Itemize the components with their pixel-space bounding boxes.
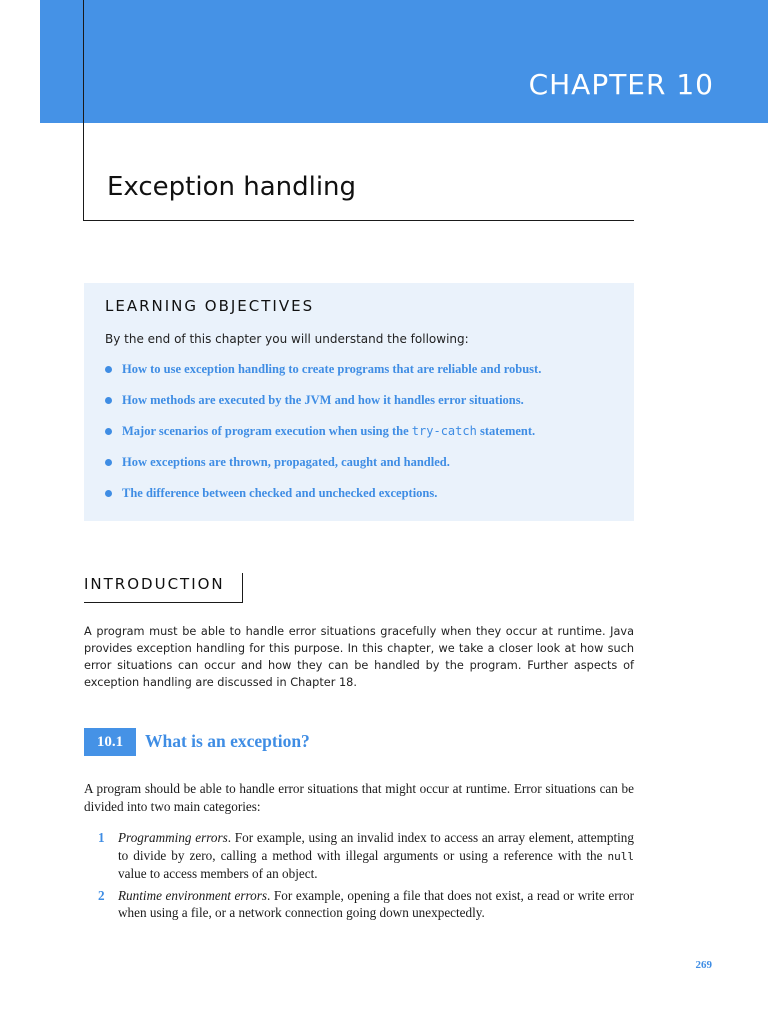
title-underline bbox=[83, 220, 634, 221]
objective-item bbox=[105, 486, 541, 517]
list-item-body bbox=[118, 887, 634, 923]
objective-text-before: Major scenarios of program execution when using the bbox=[122, 424, 412, 438]
bullet-icon bbox=[105, 428, 112, 435]
objective-item bbox=[105, 455, 541, 486]
introduction-heading-underline bbox=[84, 602, 243, 603]
objective-text bbox=[122, 424, 535, 439]
section-paragraph: A program should be able to handle error situations that might occur at runtime. Error situations can be divided into two main categories: bbox=[84, 781, 634, 814]
list-item bbox=[98, 829, 634, 883]
bullet-icon bbox=[105, 459, 112, 466]
bullet-icon bbox=[105, 490, 112, 497]
learning-objectives-heading: LEARNING OBJECTIVES bbox=[105, 297, 315, 315]
learning-objectives-box bbox=[84, 283, 634, 521]
objective-text-after: statement. bbox=[476, 424, 536, 438]
objective-code: try-catch bbox=[411, 424, 477, 438]
list-item-code: null bbox=[607, 849, 634, 863]
list-item-term: Runtime environment errors bbox=[118, 887, 268, 903]
introduction-heading-rule bbox=[242, 573, 243, 603]
objective-item bbox=[105, 393, 541, 424]
chapter-banner bbox=[40, 0, 768, 123]
list-item-body bbox=[118, 829, 634, 883]
introduction-paragraph: A program must be able to handle error situations gracefully when they occur at runtime. Java provides exception handling for this purpose. In this chapter, we take a closer look at how such error situations can occur and how they can be handled by the program. Further aspects of exception handling are discussed in Chapter 18. bbox=[84, 625, 634, 689]
list-item-text: . For example, opening a file that does not exist, a read or write error when using a file, or a network connection going down unexpectedly. bbox=[118, 887, 634, 920]
objective-item bbox=[105, 424, 541, 455]
chapter-title: Exception handling bbox=[107, 172, 357, 202]
list-item-text: . For example, using an invalid index to access an array element, attempting to divide by zero, calling a method with illegal arguments or using a reference with the bbox=[118, 830, 634, 863]
learning-objectives-list bbox=[105, 362, 541, 517]
list-item-number: 2 bbox=[98, 887, 105, 903]
bullet-icon bbox=[105, 397, 112, 404]
error-categories-list bbox=[98, 829, 634, 927]
objective-text: The difference between checked and unchecked exceptions. bbox=[122, 486, 438, 500]
page-number: 269 bbox=[695, 959, 712, 971]
list-item-text-after: value to access members of an object. bbox=[118, 866, 318, 881]
list-item bbox=[98, 887, 634, 923]
learning-objectives-intro: By the end of this chapter you will understand the following: bbox=[105, 332, 469, 346]
objective-item bbox=[105, 362, 541, 393]
objective-text: How methods are executed by the JVM and how it handles error situations. bbox=[122, 393, 524, 407]
introduction-heading: INTRODUCTION bbox=[84, 575, 225, 593]
margin-rule bbox=[83, 0, 84, 221]
chapter-label: CHAPTER 10 bbox=[528, 68, 714, 101]
list-item-number: 1 bbox=[98, 830, 105, 845]
list-item-term: Programming errors bbox=[118, 830, 228, 845]
section-number-badge: 10.1 bbox=[84, 728, 136, 756]
bullet-icon bbox=[105, 366, 112, 373]
section-title: What is an exception? bbox=[145, 731, 310, 751]
objective-text: How exceptions are thrown, propagated, caught and handled. bbox=[122, 455, 450, 469]
objective-text: How to use exception handling to create programs that are reliable and robust. bbox=[122, 362, 542, 376]
